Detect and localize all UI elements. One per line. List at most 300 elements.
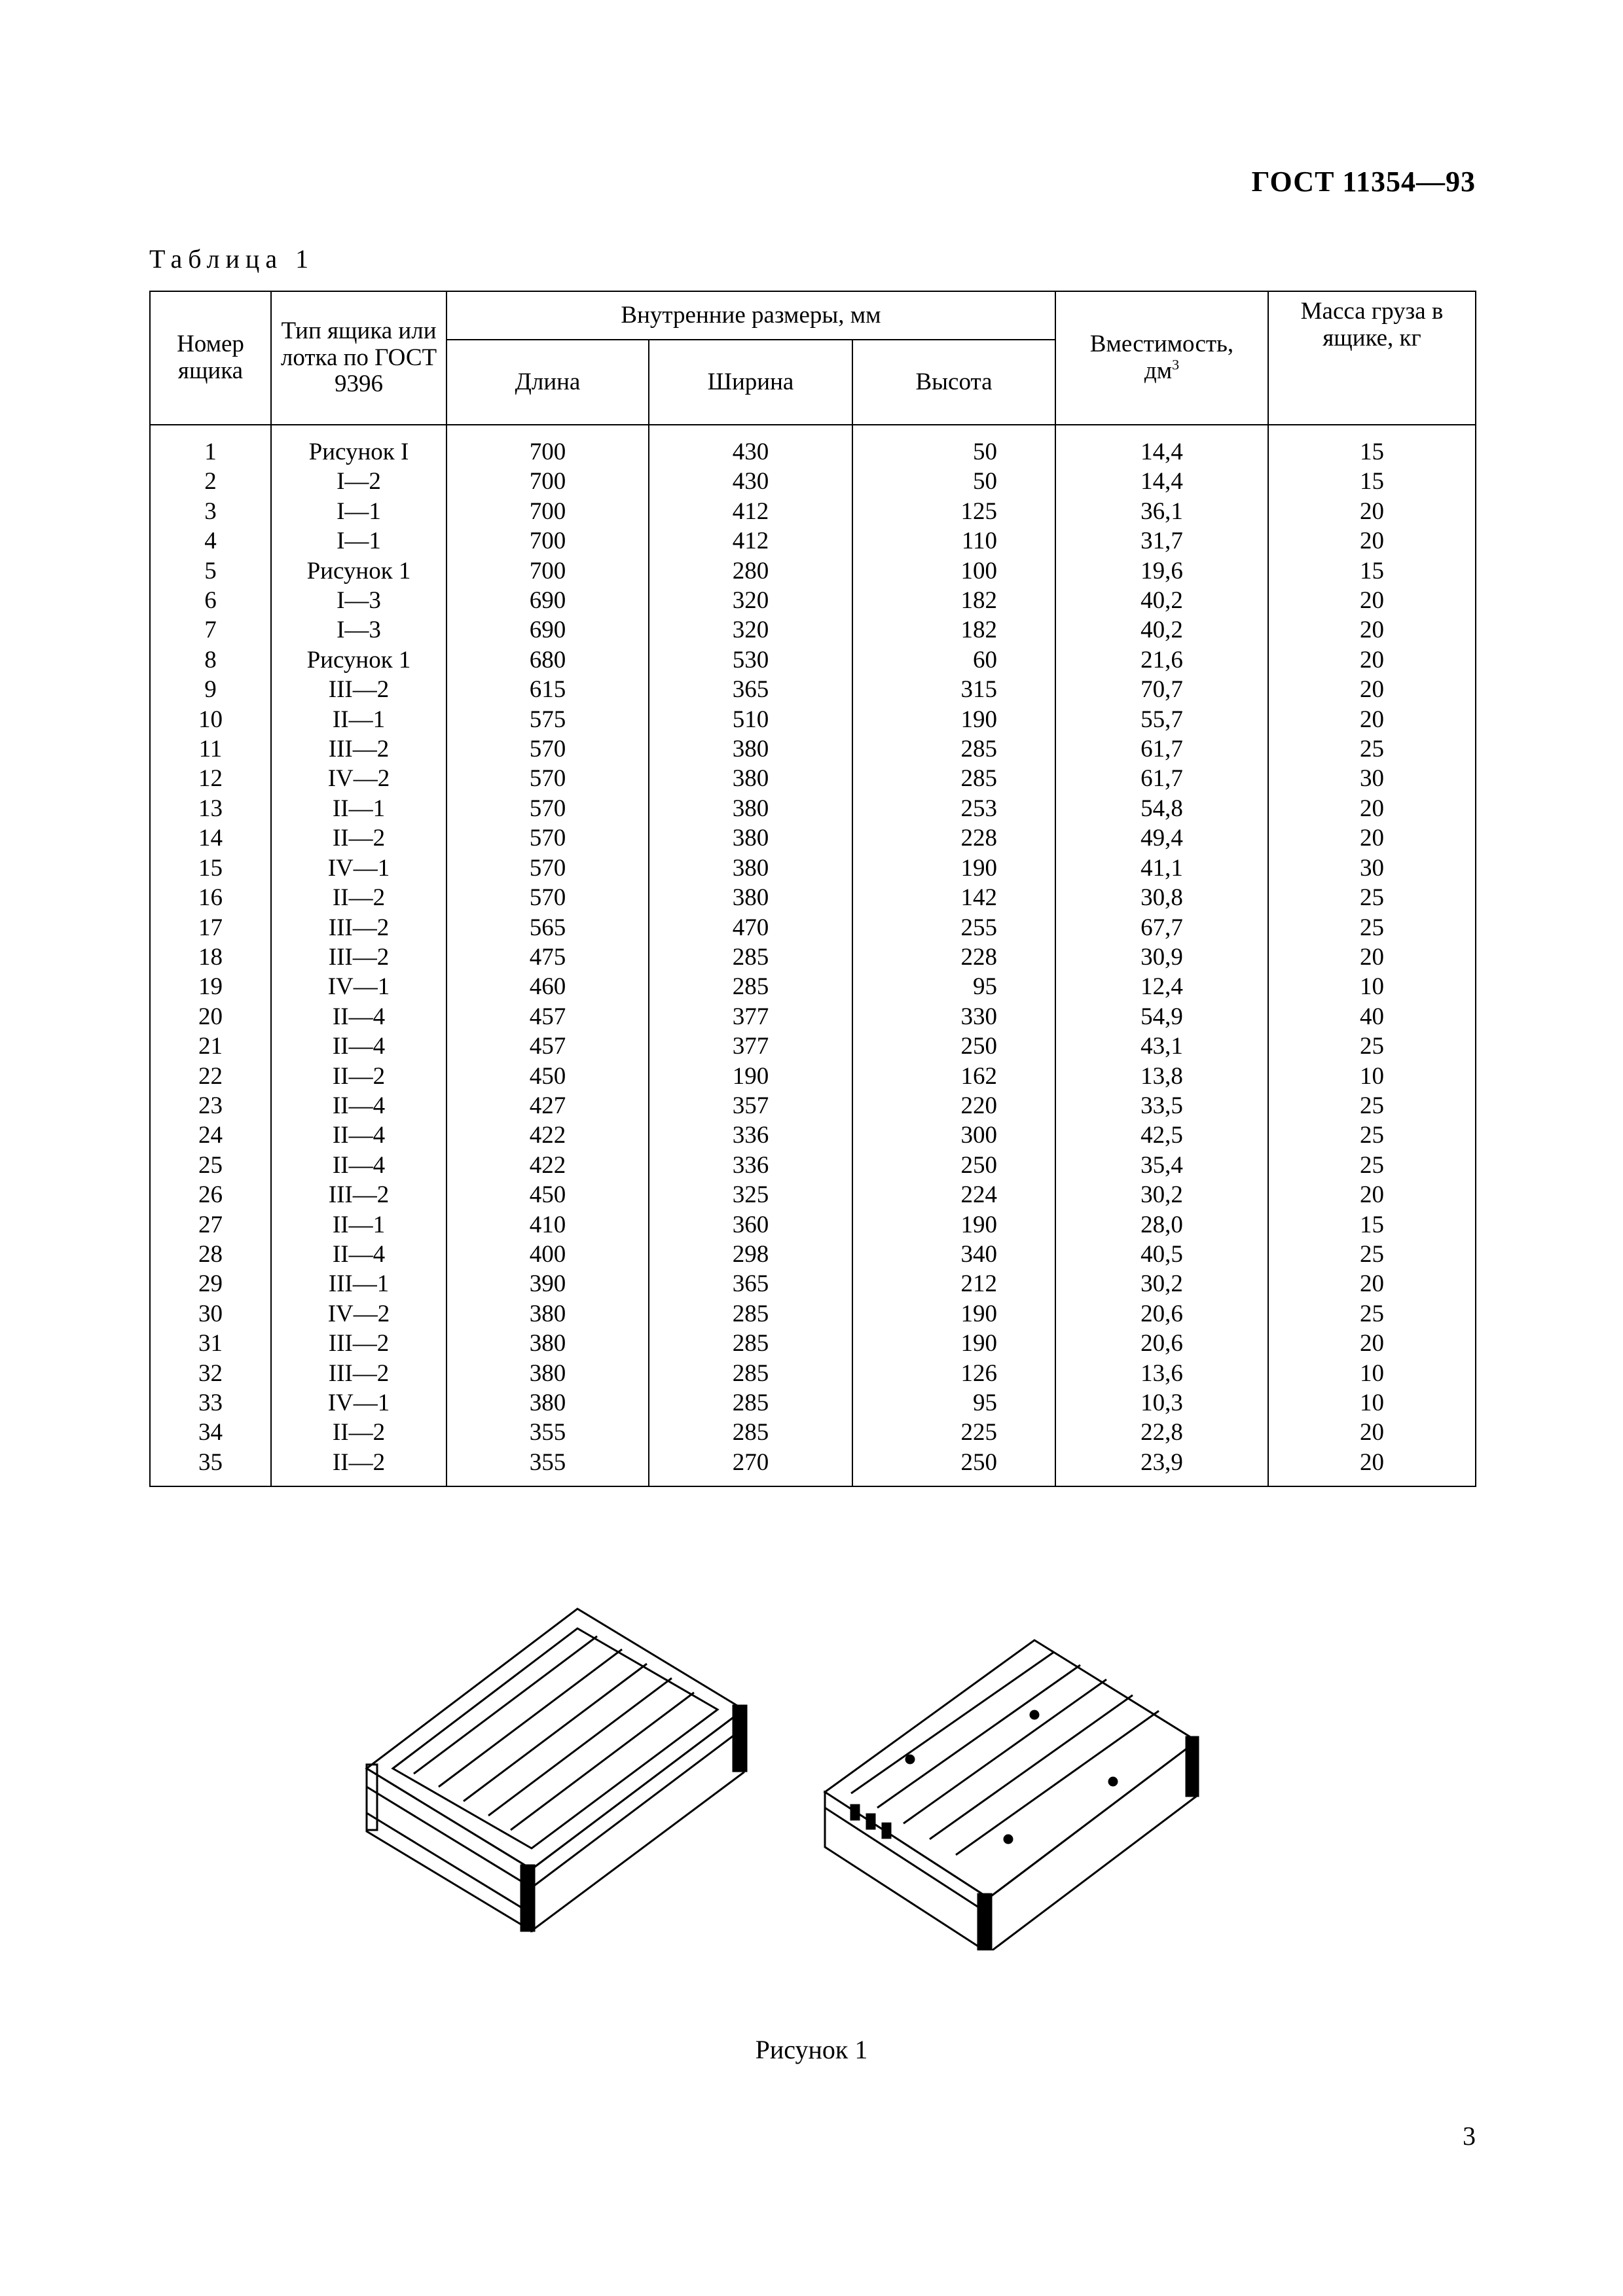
capacity-cell: 10,3 [1055, 1388, 1268, 1418]
table-row [150, 467, 1476, 496]
height-cell: 95 [852, 972, 1055, 1001]
header-length: Длина [447, 340, 649, 425]
box-type-cell: II—1 [271, 1210, 447, 1240]
box-type-cell: III—2 [271, 942, 447, 972]
box-number-cell: 11 [150, 734, 271, 764]
table-row [150, 1210, 1476, 1240]
width-cell: 320 [649, 615, 852, 645]
box-type-cell: IV—2 [271, 1299, 447, 1329]
height-cell: 190 [852, 853, 1055, 883]
width-cell: 190 [649, 1062, 852, 1091]
box-type-cell: II—4 [271, 1031, 447, 1061]
mass-cell: 20 [1268, 942, 1476, 972]
capacity-cell: 28,0 [1055, 1210, 1268, 1240]
width-cell: 430 [649, 467, 852, 496]
mass-cell: 25 [1268, 1031, 1476, 1061]
width-cell: 530 [649, 645, 852, 675]
box-number-cell: 3 [150, 497, 271, 526]
capacity-cell: 21,6 [1055, 645, 1268, 675]
table-row [150, 823, 1476, 853]
table-row [150, 942, 1476, 972]
capacity-cell: 40,5 [1055, 1240, 1268, 1269]
capacity-cell: 30,2 [1055, 1180, 1268, 1210]
table-row [150, 883, 1476, 912]
width-cell: 285 [649, 942, 852, 972]
header-width: Ширина [649, 340, 852, 425]
height-cell: 255 [852, 913, 1055, 942]
width-cell: 336 [649, 1121, 852, 1150]
length-cell: 355 [447, 1448, 649, 1486]
capacity-cell: 61,7 [1055, 764, 1268, 793]
capacity-cell: 23,9 [1055, 1448, 1268, 1486]
box-type-cell: IV—2 [271, 764, 447, 793]
width-cell: 380 [649, 764, 852, 793]
box-type-cell: Рисунок 1 [271, 556, 447, 586]
height-cell: 250 [852, 1448, 1055, 1486]
box-number-cell: 6 [150, 586, 271, 615]
box-number-cell: 30 [150, 1299, 271, 1329]
box-number-cell: 18 [150, 942, 271, 972]
box-drawing-figure [354, 1597, 1231, 1950]
length-cell: 690 [447, 586, 649, 615]
width-cell: 285 [649, 1388, 852, 1418]
height-cell: 212 [852, 1269, 1055, 1299]
table-row [150, 1062, 1476, 1091]
length-cell: 380 [447, 1299, 649, 1329]
box-type-cell: III—2 [271, 675, 447, 704]
height-cell: 220 [852, 1091, 1055, 1121]
capacity-cell: 33,5 [1055, 1091, 1268, 1121]
length-cell: 700 [447, 437, 649, 467]
height-cell: 100 [852, 556, 1055, 586]
capacity-cell: 35,4 [1055, 1151, 1268, 1180]
table-row [150, 972, 1476, 1001]
mass-cell: 20 [1268, 586, 1476, 615]
box-number-cell: 24 [150, 1121, 271, 1150]
length-cell: 565 [447, 913, 649, 942]
header-inner-dims: Внутренние размеры, мм [447, 291, 1055, 340]
box-type-cell: III—2 [271, 734, 447, 764]
capacity-cell: 61,7 [1055, 734, 1268, 764]
capacity-cell: 43,1 [1055, 1031, 1268, 1061]
width-cell: 380 [649, 794, 852, 823]
box-type-cell: III—2 [271, 1180, 447, 1210]
length-cell: 460 [447, 972, 649, 1001]
table-row [150, 1002, 1476, 1031]
table-row [150, 1091, 1476, 1121]
mass-cell: 20 [1268, 675, 1476, 704]
mass-cell: 25 [1268, 1121, 1476, 1150]
table-row [150, 1448, 1476, 1486]
box-number-cell: 4 [150, 526, 271, 556]
header-capacity-unit-sup: 3 [1172, 356, 1180, 373]
width-cell: 365 [649, 1269, 852, 1299]
length-cell: 422 [447, 1121, 649, 1150]
width-cell: 380 [649, 823, 852, 853]
table-row [150, 1151, 1476, 1180]
mass-cell: 20 [1268, 526, 1476, 556]
capacity-cell: 40,2 [1055, 586, 1268, 615]
header-height: Высота [852, 340, 1055, 425]
capacity-cell: 20,6 [1055, 1299, 1268, 1329]
closed-crate-drawing [825, 1640, 1198, 1950]
table-row [150, 645, 1476, 675]
table-row [150, 734, 1476, 764]
box-number-cell: 20 [150, 1002, 271, 1031]
box-type-cell: I—2 [271, 467, 447, 496]
width-cell: 285 [649, 1299, 852, 1329]
height-cell: 190 [852, 705, 1055, 734]
width-cell: 357 [649, 1091, 852, 1121]
spacer-cell [649, 425, 852, 437]
mass-cell: 20 [1268, 497, 1476, 526]
box-number-cell: 5 [150, 556, 271, 586]
box-number-cell: 19 [150, 972, 271, 1001]
width-cell: 380 [649, 853, 852, 883]
table-row [150, 1359, 1476, 1388]
mass-cell: 20 [1268, 1448, 1476, 1486]
height-cell: 182 [852, 615, 1055, 645]
length-cell: 355 [447, 1418, 649, 1447]
length-cell: 700 [447, 526, 649, 556]
box-number-cell: 34 [150, 1418, 271, 1447]
width-cell: 377 [649, 1002, 852, 1031]
width-cell: 325 [649, 1180, 852, 1210]
box-number-cell: 23 [150, 1091, 271, 1121]
capacity-cell: 42,5 [1055, 1121, 1268, 1150]
length-cell: 380 [447, 1388, 649, 1418]
length-cell: 570 [447, 823, 649, 853]
capacity-cell: 20,6 [1055, 1329, 1268, 1358]
box-number-cell: 13 [150, 794, 271, 823]
box-number-cell: 1 [150, 437, 271, 467]
box-type-cell: IV—1 [271, 972, 447, 1001]
length-cell: 700 [447, 467, 649, 496]
height-cell: 60 [852, 645, 1055, 675]
capacity-cell: 12,4 [1055, 972, 1268, 1001]
height-cell: 228 [852, 823, 1055, 853]
mass-cell: 20 [1268, 823, 1476, 853]
table-row [150, 1329, 1476, 1358]
width-cell: 380 [649, 734, 852, 764]
length-cell: 615 [447, 675, 649, 704]
mass-cell: 20 [1268, 794, 1476, 823]
capacity-cell: 13,6 [1055, 1359, 1268, 1388]
table-row [150, 1269, 1476, 1299]
width-cell: 412 [649, 526, 852, 556]
box-number-cell: 15 [150, 853, 271, 883]
mass-cell: 15 [1268, 467, 1476, 496]
table-body [150, 425, 1476, 1486]
table-row [150, 853, 1476, 883]
mass-cell: 40 [1268, 1002, 1476, 1031]
boxes-table [149, 291, 1476, 1487]
mass-cell: 25 [1268, 1240, 1476, 1269]
box-number-cell: 28 [150, 1240, 271, 1269]
height-cell: 126 [852, 1359, 1055, 1388]
table-row [150, 1031, 1476, 1061]
height-cell: 190 [852, 1299, 1055, 1329]
height-cell: 250 [852, 1031, 1055, 1061]
box-type-cell: III—2 [271, 1329, 447, 1358]
height-cell: 125 [852, 497, 1055, 526]
height-cell: 182 [852, 586, 1055, 615]
box-type-cell: II—2 [271, 823, 447, 853]
box-type-cell: I—3 [271, 615, 447, 645]
width-cell: 377 [649, 1031, 852, 1061]
box-number-cell: 25 [150, 1151, 271, 1180]
spacer-cell [852, 425, 1055, 437]
height-cell: 110 [852, 526, 1055, 556]
box-type-cell: II—4 [271, 1151, 447, 1180]
mass-cell: 25 [1268, 1151, 1476, 1180]
width-cell: 365 [649, 675, 852, 704]
header-capacity-unit: дм [1144, 357, 1173, 384]
box-type-cell: II—4 [271, 1240, 447, 1269]
table-row [150, 437, 1476, 467]
height-cell: 330 [852, 1002, 1055, 1031]
length-cell: 475 [447, 942, 649, 972]
width-cell: 510 [649, 705, 852, 734]
table-row [150, 1180, 1476, 1210]
capacity-cell: 30,2 [1055, 1269, 1268, 1299]
capacity-cell: 22,8 [1055, 1418, 1268, 1447]
mass-cell: 20 [1268, 615, 1476, 645]
length-cell: 570 [447, 883, 649, 912]
width-cell: 270 [649, 1448, 852, 1486]
mass-cell: 25 [1268, 1091, 1476, 1121]
capacity-cell: 55,7 [1055, 705, 1268, 734]
length-cell: 400 [447, 1240, 649, 1269]
capacity-cell: 40,2 [1055, 615, 1268, 645]
box-type-cell: Рисунок I [271, 437, 447, 467]
box-number-cell: 27 [150, 1210, 271, 1240]
height-cell: 315 [852, 675, 1055, 704]
width-cell: 360 [649, 1210, 852, 1240]
height-cell: 162 [852, 1062, 1055, 1091]
box-number-cell: 16 [150, 883, 271, 912]
width-cell: 298 [649, 1240, 852, 1269]
capacity-cell: 49,4 [1055, 823, 1268, 853]
box-number-cell: 17 [150, 913, 271, 942]
length-cell: 680 [447, 645, 649, 675]
box-type-cell: Рисунок 1 [271, 645, 447, 675]
length-cell: 422 [447, 1151, 649, 1180]
box-number-cell: 32 [150, 1359, 271, 1388]
box-number-cell: 35 [150, 1448, 271, 1486]
length-cell: 570 [447, 853, 649, 883]
box-number-cell: 33 [150, 1388, 271, 1418]
capacity-cell: 41,1 [1055, 853, 1268, 883]
open-crate-drawing [367, 1609, 746, 1931]
box-number-cell: 26 [150, 1180, 271, 1210]
length-cell: 427 [447, 1091, 649, 1121]
page-number: 3 [1463, 2121, 1476, 2151]
height-cell: 225 [852, 1418, 1055, 1447]
height-cell: 285 [852, 734, 1055, 764]
capacity-cell: 30,9 [1055, 942, 1268, 972]
height-cell: 228 [852, 942, 1055, 972]
mass-cell: 25 [1268, 913, 1476, 942]
box-number-cell: 9 [150, 675, 271, 704]
length-cell: 575 [447, 705, 649, 734]
table-row [150, 1240, 1476, 1269]
box-type-cell: II—2 [271, 1418, 447, 1447]
spacer-cell [271, 425, 447, 437]
box-type-cell: I—3 [271, 586, 447, 615]
box-type-cell: II—4 [271, 1091, 447, 1121]
box-number-cell: 10 [150, 705, 271, 734]
width-cell: 336 [649, 1151, 852, 1180]
capacity-cell: 31,7 [1055, 526, 1268, 556]
mass-cell: 20 [1268, 1180, 1476, 1210]
header-box-type: Тип ящика или лотка по ГОСТ 9396 [271, 291, 447, 425]
mass-cell: 10 [1268, 1062, 1476, 1091]
table-row [150, 526, 1476, 556]
box-type-cell: III—2 [271, 913, 447, 942]
box-type-cell: III—2 [271, 1359, 447, 1388]
mass-cell: 20 [1268, 1269, 1476, 1299]
mass-cell: 10 [1268, 1388, 1476, 1418]
capacity-cell: 54,9 [1055, 1002, 1268, 1031]
box-number-cell: 29 [150, 1269, 271, 1299]
length-cell: 380 [447, 1359, 649, 1388]
width-cell: 285 [649, 972, 852, 1001]
box-number-cell: 31 [150, 1329, 271, 1358]
spacer-cell [447, 425, 649, 437]
box-type-cell: II—2 [271, 1062, 447, 1091]
box-type-cell: II—1 [271, 794, 447, 823]
mass-cell: 20 [1268, 1329, 1476, 1358]
length-cell: 450 [447, 1062, 649, 1091]
height-cell: 190 [852, 1329, 1055, 1358]
width-cell: 412 [649, 497, 852, 526]
height-cell: 224 [852, 1180, 1055, 1210]
length-cell: 570 [447, 794, 649, 823]
height-cell: 285 [852, 764, 1055, 793]
length-cell: 700 [447, 497, 649, 526]
mass-cell: 20 [1268, 705, 1476, 734]
width-cell: 380 [649, 883, 852, 912]
table-spacer-row [150, 425, 1476, 437]
table-row [150, 497, 1476, 526]
box-number-cell: 21 [150, 1031, 271, 1061]
header-mass: Масса груза в ящике, кг [1268, 291, 1476, 425]
mass-cell: 10 [1268, 1359, 1476, 1388]
mass-cell: 25 [1268, 1299, 1476, 1329]
table-row [150, 615, 1476, 645]
box-type-cell: IV—1 [271, 1388, 447, 1418]
mass-cell: 25 [1268, 883, 1476, 912]
mass-cell: 20 [1268, 645, 1476, 675]
box-number-cell: 7 [150, 615, 271, 645]
length-cell: 457 [447, 1031, 649, 1061]
box-number-cell: 12 [150, 764, 271, 793]
table-row [150, 764, 1476, 793]
height-cell: 253 [852, 794, 1055, 823]
width-cell: 285 [649, 1359, 852, 1388]
capacity-cell: 54,8 [1055, 794, 1268, 823]
width-cell: 430 [649, 437, 852, 467]
capacity-cell: 30,8 [1055, 883, 1268, 912]
capacity-cell: 67,7 [1055, 913, 1268, 942]
box-type-cell: I—1 [271, 497, 447, 526]
length-cell: 450 [447, 1180, 649, 1210]
spacer-cell [150, 425, 271, 437]
width-cell: 285 [649, 1329, 852, 1358]
height-cell: 250 [852, 1151, 1055, 1180]
box-number-cell: 14 [150, 823, 271, 853]
box-number-cell: 2 [150, 467, 271, 496]
header-capacity-label: Вместимость, [1089, 331, 1234, 358]
box-type-cell: I—1 [271, 526, 447, 556]
table-row [150, 675, 1476, 704]
header-box-number: Номер ящика [150, 291, 271, 425]
length-cell: 690 [447, 615, 649, 645]
height-cell: 300 [852, 1121, 1055, 1150]
box-type-cell: IV—1 [271, 853, 447, 883]
length-cell: 380 [447, 1329, 649, 1358]
capacity-cell: 14,4 [1055, 437, 1268, 467]
mass-cell: 15 [1268, 1210, 1476, 1240]
width-cell: 320 [649, 586, 852, 615]
width-cell: 470 [649, 913, 852, 942]
length-cell: 410 [447, 1210, 649, 1240]
length-cell: 457 [447, 1002, 649, 1031]
figure-caption: Рисунок 1 [755, 2035, 868, 2064]
box-type-cell: II—4 [271, 1121, 447, 1150]
spacer-cell [1055, 425, 1268, 437]
mass-cell: 25 [1268, 734, 1476, 764]
table-row [150, 794, 1476, 823]
mass-cell: 30 [1268, 853, 1476, 883]
height-cell: 50 [852, 437, 1055, 467]
box-type-cell: II—4 [271, 1002, 447, 1031]
capacity-cell: 36,1 [1055, 497, 1268, 526]
height-cell: 340 [852, 1240, 1055, 1269]
document-code: ГОСТ 11354—93 [1251, 166, 1476, 198]
box-type-cell: II—2 [271, 883, 447, 912]
box-number-cell: 8 [150, 645, 271, 675]
header-capacity [1055, 291, 1268, 425]
mass-cell: 15 [1268, 437, 1476, 467]
length-cell: 570 [447, 734, 649, 764]
mass-cell: 10 [1268, 972, 1476, 1001]
table-row [150, 586, 1476, 615]
box-type-cell: II—2 [271, 1448, 447, 1486]
table-row [150, 1418, 1476, 1447]
height-cell: 50 [852, 467, 1055, 496]
mass-cell: 30 [1268, 764, 1476, 793]
table-row [150, 1388, 1476, 1418]
table-row [150, 1121, 1476, 1150]
capacity-cell: 14,4 [1055, 467, 1268, 496]
length-cell: 570 [447, 764, 649, 793]
capacity-cell: 70,7 [1055, 675, 1268, 704]
spacer-cell [1268, 425, 1476, 437]
box-type-cell: II—1 [271, 705, 447, 734]
table-row [150, 1299, 1476, 1329]
box-number-cell: 22 [150, 1062, 271, 1091]
length-cell: 700 [447, 556, 649, 586]
mass-cell: 20 [1268, 1418, 1476, 1447]
length-cell: 390 [447, 1269, 649, 1299]
capacity-cell: 13,8 [1055, 1062, 1268, 1091]
mass-cell: 15 [1268, 556, 1476, 586]
height-cell: 95 [852, 1388, 1055, 1418]
height-cell: 142 [852, 883, 1055, 912]
table-caption: Таблица 1 [149, 244, 315, 274]
